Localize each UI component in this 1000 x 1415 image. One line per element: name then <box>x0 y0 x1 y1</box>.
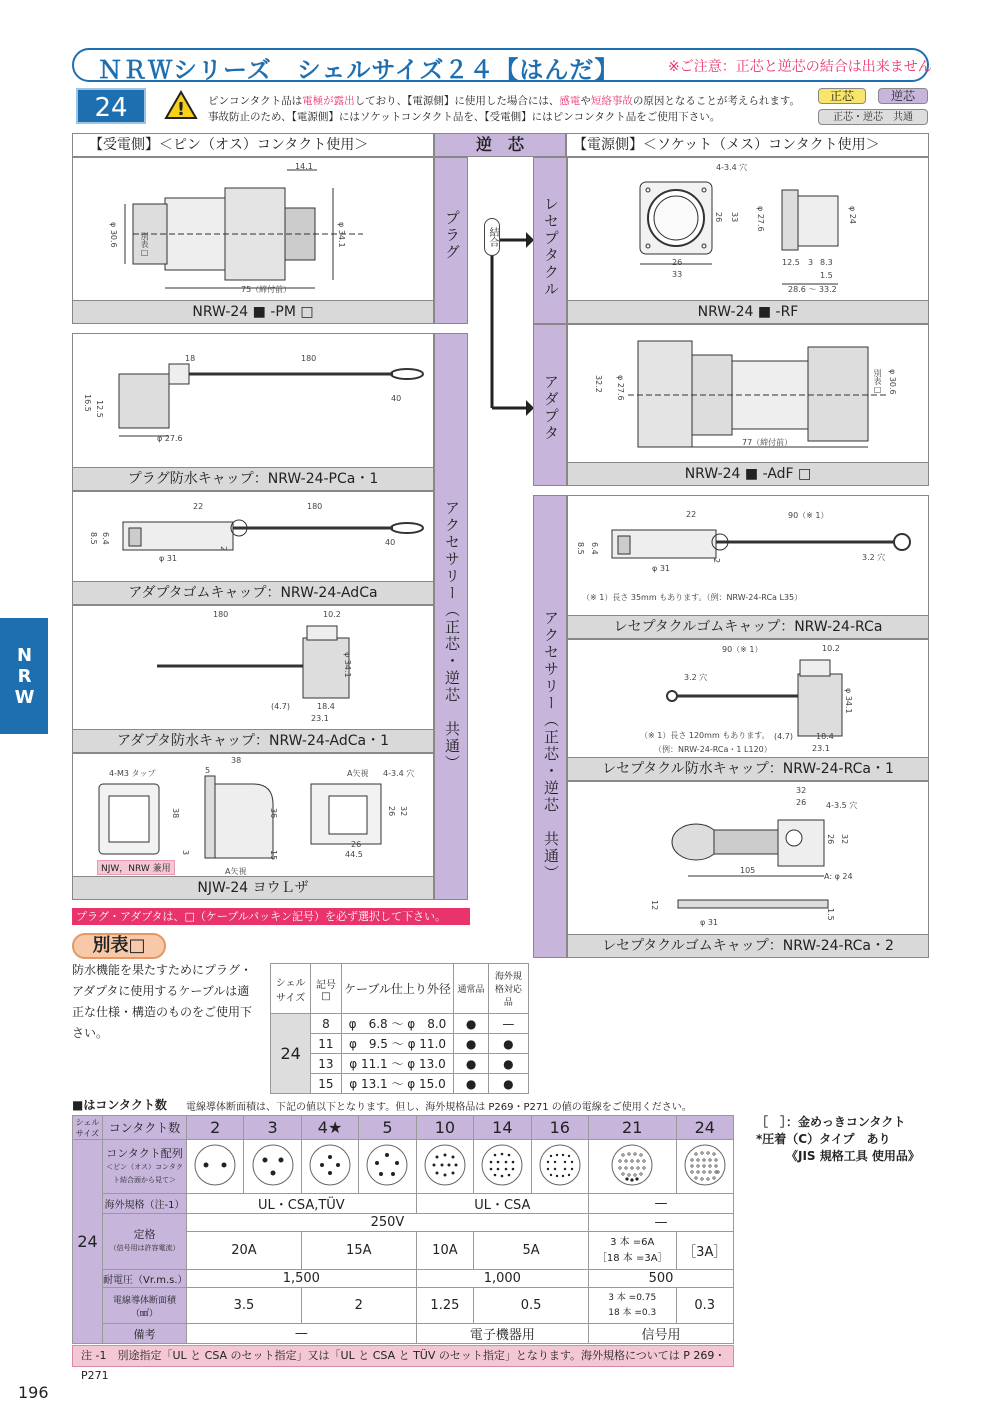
adapter-rubber-drawing <box>73 492 433 584</box>
ct-layout-label <box>103 1140 187 1194</box>
dim-rr-90: 90（※ 1） <box>788 511 829 520</box>
dim-aw-18-4: 18.4 <box>317 702 335 711</box>
bp-std: ● <box>454 1074 488 1094</box>
ct-rating-sub: （信号用は許容電流） <box>109 1244 180 1252</box>
dim-el-3: 3 <box>181 850 190 856</box>
rw-note1: （※ 1）長さ 120mm もあります。 <box>640 731 770 740</box>
warning-icon <box>164 90 198 124</box>
dim-27-6-ad: φ 27.6 <box>616 375 625 401</box>
dim-pc-180: 180 <box>301 354 317 363</box>
dim-26-h: 26 <box>672 258 683 267</box>
rec-wp-drawing <box>568 640 928 760</box>
dim-26-v: 26 <box>714 212 723 223</box>
warning-text: ピンコンタクト品は電極が露出しており、【電源側】に使用した場合には、感電や短絡事故の原因となることが考えられます。 事故防止のため、【電源側】にはソケットコンタクト品を、【受電側】にはピンコンタクト品をご使用下さい。 <box>208 95 801 123</box>
dim-rr-6-4: 6.4 <box>590 542 599 555</box>
ct-voltage: 250V <box>187 1214 589 1232</box>
legend-common: 正芯・逆芯 共通 <box>818 109 928 125</box>
beppyo-title: 別表□ <box>72 933 166 959</box>
ct-withstand-c: 500 <box>588 1270 733 1288</box>
ct-layout-sub: ＜ピン（オス）コンタクト結合面から見て＞ <box>106 1162 183 1184</box>
dim-alt-ad: 別表□ <box>873 369 882 394</box>
dim-el-5: 5 <box>205 766 211 775</box>
contact-note: 電線導体断面積は、下記の値以下となります。但し、海外規格品は P269・P271 の値の電線をご使用ください。 <box>186 1102 692 1113</box>
dim-ar-6-4: 6.4 <box>101 532 110 545</box>
bp-std: ● <box>454 1034 488 1054</box>
side-tab: NRW <box>0 618 48 734</box>
ct-layout-title: コンタクト配列 <box>106 1146 183 1160</box>
receptacle-caption: NRW-24 ■ -RF <box>568 300 928 323</box>
ct-amp-21 <box>588 1232 676 1270</box>
page-title: ＮＲＷシリーズ シェルサイズ２４【はんだ】 <box>98 56 620 84</box>
bp-h-intl: 海外規格対応品 <box>488 964 528 1014</box>
dim-rw-3-2: 3.2 穴 <box>684 673 708 682</box>
dim-12-5: 12.5 <box>782 258 800 267</box>
bp-h-cable: ケーブル仕上り外径 <box>341 964 454 1014</box>
dim-rr-31: φ 31 <box>652 564 670 573</box>
acc-right-label: アクセサリー（正芯・逆芯 共通） <box>542 610 560 882</box>
rec-wp-panel <box>567 639 929 781</box>
contact-side-note-1: ［ ］：金めっきコンタクト <box>756 1115 906 1129</box>
bp-range: φ 13.1 〜 φ 15.0 <box>341 1074 454 1094</box>
ct-remark-c: 信号用 <box>588 1324 733 1344</box>
dim-r2-26: 26 <box>796 798 807 807</box>
contact-side-note-3: 《JIS 規格工具 使用品》 <box>786 1149 920 1163</box>
bp-range: φ 11.1 〜 φ 13.0 <box>341 1054 454 1074</box>
dim-alt-table: 別表□ <box>140 232 149 257</box>
layout-14 <box>474 1140 531 1194</box>
legend-gyakushin: 逆芯 <box>878 88 928 104</box>
rec-rubber-panel <box>567 495 929 639</box>
adapter-wp-drawing <box>73 606 433 732</box>
ct-remark-b: 電子機器用 <box>416 1324 588 1344</box>
layout-10 <box>416 1140 473 1194</box>
bp-std: ● <box>454 1054 488 1074</box>
dim-r2-31: φ 31 <box>700 918 718 927</box>
dim-30-6: φ 30.6 <box>109 222 118 248</box>
ct-shell-label: シェルサイズ <box>73 1116 103 1140</box>
ct-count: 24 <box>676 1116 733 1140</box>
ct-count: 21 <box>588 1116 676 1140</box>
rw-note2: （例：NRW-24-RCa・1 L120） <box>654 745 772 754</box>
ct-intl-b: UL・CSA <box>416 1194 588 1214</box>
page-number: 196 <box>18 1383 49 1402</box>
dim-ar-8-5: 8.5 <box>89 532 98 545</box>
layout-16 <box>531 1140 588 1194</box>
ct-amp-21a: 3 本 =6A <box>610 1236 655 1248</box>
dim-rw-90: 90（※ 1） <box>722 645 763 654</box>
ct-intl-label: 海外規格（注-1） <box>103 1194 187 1214</box>
dim-pc-18: 18 <box>185 354 196 363</box>
bp-code: 13 <box>311 1054 341 1074</box>
dim-rr-22: 22 <box>686 510 697 519</box>
dim-rr-2: 2 <box>712 558 721 564</box>
adapter-rubber-caption: アダプタゴムキャップ：NRW-24-AdCa <box>73 581 433 604</box>
ct-wire-0-5: 0.5 <box>474 1288 589 1324</box>
bp-code: 15 <box>311 1074 341 1094</box>
left-header: 【受電側】＜ピン（オス）コンタクト使用＞ <box>72 133 434 157</box>
ct-amp-24: ［3A］ <box>676 1232 733 1270</box>
bp-h-std: 通常品 <box>454 964 488 1014</box>
ct-withstand-a: 1,500 <box>187 1270 417 1288</box>
ketsugo-arrows <box>470 220 534 420</box>
ct-wire-2: 2 <box>301 1288 416 1324</box>
rec-rubber-drawing <box>568 496 928 596</box>
adapter-wp-caption: アダプタ防水キャップ：NRW-24-AdCa・1 <box>73 729 433 752</box>
ct-wire-label: 電線導体断面積（㎟） <box>103 1288 187 1324</box>
center-header: 逆 芯 <box>434 133 566 157</box>
plug-cap-caption: プラグ防水キャップ：NRW-24-PCa・1 <box>73 467 433 490</box>
contact-side-note-2: *圧着（C）タイプ あり <box>756 1132 891 1146</box>
dim-el-15: 15 <box>269 850 278 861</box>
dim-r2-hole: 4-3.5 穴 <box>826 801 858 810</box>
dim-27-6: φ 27.6 <box>756 206 765 232</box>
dim-rr-8-5: 8.5 <box>576 542 585 555</box>
dim-3: 3 <box>808 258 814 267</box>
rec-rubber2-drawing <box>568 782 928 936</box>
dim-ar-31: φ 31 <box>159 554 177 563</box>
ketsugo-label: 結合 <box>484 218 500 256</box>
dim-aw-10-2: 10.2 <box>323 610 341 619</box>
elbow-caption: NJW-24 ヨウＬザ <box>73 876 433 899</box>
dim-r2-32: 32 <box>796 786 807 795</box>
dim-el-38: 38 <box>231 756 242 765</box>
dim-ar-2: 2 <box>219 546 228 552</box>
beppyo-table <box>270 963 529 1094</box>
dim-el-aa: A矢視 <box>225 867 247 876</box>
dim-aw-180: 180 <box>213 610 229 619</box>
dim-el-32: 32 <box>399 806 408 817</box>
ct-count: 4★ <box>301 1116 358 1140</box>
bp-std: ● <box>454 1014 488 1034</box>
ct-wire-3-5: 3.5 <box>187 1288 302 1324</box>
right-header: 【電源側】＜ソケット（メス）コンタクト使用＞ <box>566 133 929 157</box>
bp-range: φ 6.8 〜 φ 8.0 <box>341 1014 454 1034</box>
receptacle-label: レセプタクル <box>542 196 560 298</box>
dim-ar-22: 22 <box>193 502 204 511</box>
contact-table <box>72 1115 734 1344</box>
beppyo-text: 防水機能を果たすためにプラグ・アダプタに使用するケーブルは適正な仕様・構造のものをご使用下さい。 <box>72 963 253 1040</box>
adapter-wp-panel <box>72 605 434 753</box>
ct-count: 3 <box>244 1116 301 1140</box>
ct-withstand-b: 1,000 <box>416 1270 588 1288</box>
contact-heading: ■はコンタクト数 <box>72 1098 167 1112</box>
dim-rw-18-4: 18.4 <box>816 732 834 741</box>
layout-3 <box>244 1140 301 1194</box>
dim-30-6-ad: φ 30.6 <box>888 369 897 395</box>
footnote: 注 -1 別途指定「UL と CSA のセット指定」又は「UL と CSA と TÜV のセット指定」となります。海外規格については P 269・P271 <box>72 1345 734 1367</box>
dim-32-2: 32.2 <box>594 375 603 393</box>
ct-wire-24: 0.3 <box>676 1288 733 1324</box>
rec-rubber2-caption: レセプタクルゴムキャップ：NRW-24-RCa・2 <box>568 934 928 957</box>
adapter-caption: NRW-24 ■ -AdF □ <box>568 462 928 485</box>
ct-remark-label: 備考 <box>103 1324 187 1344</box>
dim-33-v: 33 <box>730 212 739 223</box>
header-notice: ※ご注意：正芯と逆芯の結合は出来ません <box>668 59 932 75</box>
dim-rr-3-2: 3.2 穴 <box>862 553 886 562</box>
layout-5 <box>359 1140 416 1194</box>
plug-panel <box>72 157 434 324</box>
bp-h-shell: シェルサイズ <box>271 964 311 1014</box>
dim-8-3: 8.3 <box>820 258 833 267</box>
dim-34-1: φ 34.1 <box>337 222 346 248</box>
ct-amp-15: 15A <box>301 1232 416 1270</box>
dim-r2-105: 105 <box>740 866 756 875</box>
dim-hole: 4-3.4 穴 <box>716 163 748 172</box>
ct-count: 16 <box>531 1116 588 1140</box>
dim-el-tap: 4-M3 タップ <box>109 769 156 778</box>
dim-rw-23-1: 23.1 <box>812 744 830 753</box>
dim-el-hole: 4-3.4 穴 <box>383 769 415 778</box>
dim-el-26b: 26 <box>351 840 362 849</box>
adapter-rubber-panel <box>72 491 434 605</box>
receptacle-panel <box>567 157 929 324</box>
plug-label: プラグ <box>443 210 461 261</box>
bp-code: 11 <box>311 1034 341 1054</box>
ct-rating-title: 定格 <box>133 1228 156 1241</box>
dim-r2-1-5: 1.5 <box>826 908 835 921</box>
ct-amp-10: 10A <box>416 1232 473 1270</box>
dim-rw-4-7: (4.7) <box>774 732 793 741</box>
dim-pc-27-6: φ 27.6 <box>157 434 183 443</box>
dim-75: 75（締付前） <box>241 285 292 294</box>
ct-wire-21a: 3 本 =0.75 <box>608 1292 657 1303</box>
dim-ar-180: 180 <box>307 502 323 511</box>
bp-code: 8 <box>311 1014 341 1034</box>
layout-21 <box>588 1140 676 1194</box>
dim-el-26: 26 <box>387 806 396 817</box>
dim-24: φ 24 <box>848 206 857 224</box>
ct-wire-21b: 18 本 =0.3 <box>608 1307 657 1318</box>
ct-count-label: コンタクト数 <box>103 1116 187 1140</box>
dim-r2-a24: A: φ 24 <box>824 872 853 881</box>
svg-text:!: ! <box>176 99 186 120</box>
bp-size: 24 <box>271 1014 311 1094</box>
bp-range: φ 9.5 〜 φ 11.0 <box>341 1034 454 1054</box>
dim-r2-12: 12 <box>650 900 659 911</box>
adapter-label: アダプタ <box>542 374 560 442</box>
dim-pc-16-5: 16.5 <box>83 394 92 412</box>
layout-24 <box>676 1140 733 1194</box>
dim-33-h: 33 <box>672 270 683 279</box>
rec-rubber2-panel <box>567 781 929 958</box>
ct-withstand-label: 耐電圧（Vr.m.s.） <box>103 1270 187 1288</box>
ct-count: 5 <box>359 1116 416 1140</box>
bp-h-code: 記号□ <box>311 964 341 1014</box>
dim-el-44-5: 44.5 <box>345 850 363 859</box>
adapter-panel <box>567 324 929 486</box>
ct-voltage-c: — <box>588 1214 733 1232</box>
ct-amp-21b: ［18 本 =3A］ <box>596 1252 668 1264</box>
elbow-panel <box>72 753 434 900</box>
ct-wire-21 <box>588 1288 676 1324</box>
ct-count: 14 <box>474 1116 531 1140</box>
dim-ar-40: 40 <box>385 538 396 547</box>
dim-r2-32b: 32 <box>840 834 849 845</box>
plug-cap-drawing <box>73 334 433 470</box>
elbow-tag: NJW，NRW 兼用 <box>97 860 175 875</box>
dim-pc-40: 40 <box>391 394 402 403</box>
dim-rw-34-1: φ 34.1 <box>844 688 853 714</box>
pink-note: プラグ・アダプタは、□（ケーブルパッキン記号）を必ず選択して下さい。 <box>72 908 470 925</box>
receptacle-drawing <box>568 158 928 302</box>
ct-amp-5: 5A <box>474 1232 589 1270</box>
acc-left-label: アクセサリー（正芯・逆芯 共通） <box>443 500 461 772</box>
ct-intl-c: — <box>588 1194 733 1214</box>
layout-2 <box>187 1140 244 1194</box>
dim-range: 28.6 ～ 33.2 <box>788 285 837 294</box>
dim-77: 77（締付前） <box>742 438 793 447</box>
size-badge: 24 <box>76 88 146 124</box>
ct-rating-label <box>103 1214 187 1270</box>
ct-count: 2 <box>187 1116 244 1140</box>
bp-intl: ● <box>488 1074 528 1094</box>
dim-aw-4-7: (4.7) <box>271 702 290 711</box>
plug-caption: NRW-24 ■ -PM □ <box>73 300 433 323</box>
dim-pc-12-5: 12.5 <box>95 400 104 418</box>
ct-size: 24 <box>73 1140 103 1344</box>
plug-drawing <box>73 158 433 302</box>
rr-note: （※ 1）長さ 35mm もあります。（例：NRW-24-RCa L35） <box>582 593 803 602</box>
layout-4 <box>301 1140 358 1194</box>
dim-el-36: 36 <box>269 808 278 819</box>
ct-intl-a: UL・CSA,TÜV <box>187 1194 417 1214</box>
ct-count: 10 <box>416 1116 473 1140</box>
ct-wire-1-25: 1.25 <box>416 1288 473 1324</box>
dim-aw-23-1: 23.1 <box>311 714 329 723</box>
dim-el-a: A矢視 <box>347 769 369 778</box>
dim-rw-10-2: 10.2 <box>822 644 840 653</box>
rec-wp-caption: レセプタクル防水キャップ：NRW-24-RCa・1 <box>568 757 928 780</box>
legend-seishin: 正芯 <box>818 88 866 104</box>
bp-intl: ● <box>488 1034 528 1054</box>
dim-14-1: 14.1 <box>295 162 313 171</box>
rec-rubber-caption: レセプタクルゴムキャップ：NRW-24-RCa <box>568 615 928 638</box>
dim-1-5: 1.5 <box>820 271 833 280</box>
plug-cap-panel <box>72 333 434 491</box>
bp-intl: — <box>488 1014 528 1034</box>
bp-intl: ● <box>488 1054 528 1074</box>
ct-remark-a: — <box>187 1324 417 1344</box>
ct-amp-20: 20A <box>187 1232 302 1270</box>
dim-r2-26b: 26 <box>826 834 835 845</box>
dim-aw-34-1: φ 34.1 <box>343 652 352 678</box>
dim-el-38b: 38 <box>171 808 180 819</box>
